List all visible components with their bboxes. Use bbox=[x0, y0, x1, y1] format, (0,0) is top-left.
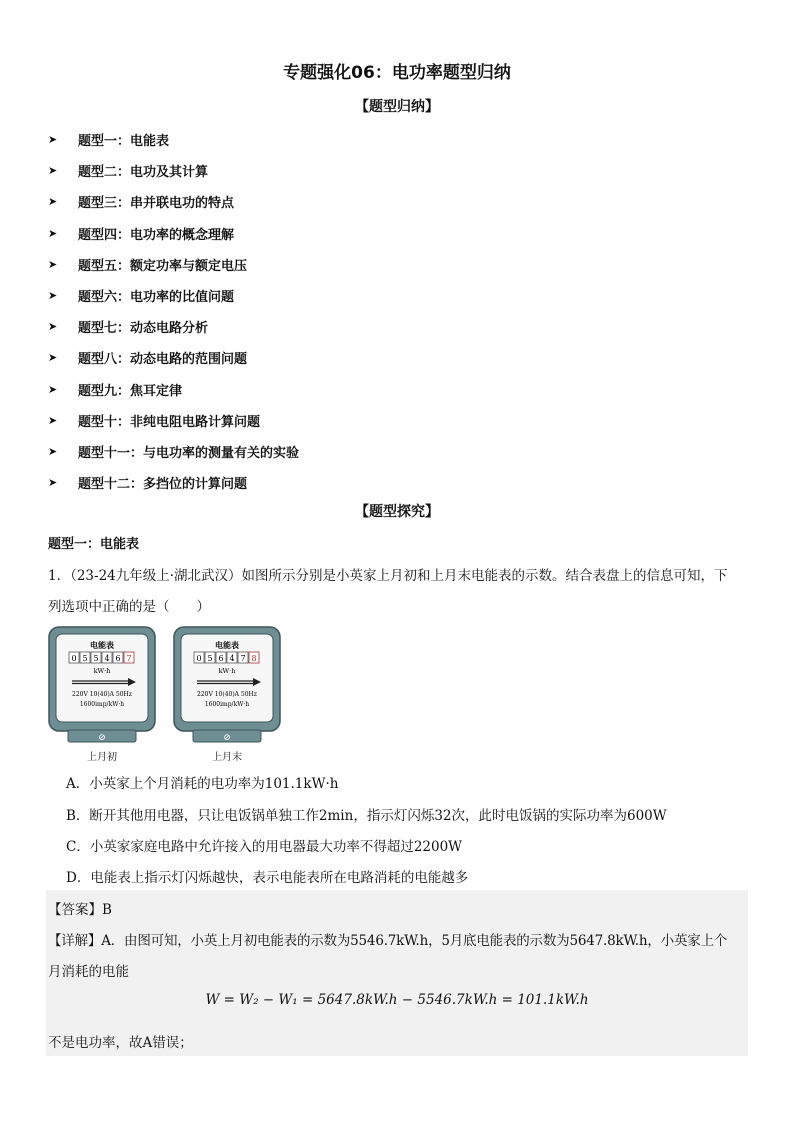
toc-item: ➤ 题型二：电功及其计算 bbox=[48, 164, 209, 181]
arrow-bullet-icon: ➤ bbox=[48, 320, 58, 334]
meter-digit: 6 bbox=[218, 654, 224, 663]
energy-meter-start bbox=[48, 626, 156, 744]
meter-digit: 7 bbox=[240, 654, 246, 663]
meter-spec-constant: 1600imp/kW·h bbox=[204, 701, 250, 708]
meter-spec-constant: 1600imp/kW·h bbox=[79, 701, 125, 708]
meter-digit: 0 bbox=[196, 654, 202, 663]
arrow-bullet-icon: ➤ bbox=[48, 164, 58, 178]
type-heading: 题型一：电能表 bbox=[48, 537, 140, 552]
meter-seal-icon: ⊘ bbox=[223, 733, 231, 743]
meter-spec-rating: 220V 10(40)A 50Hz bbox=[197, 691, 257, 698]
option-b: B．断开其他用电器，只让电饭锅单独工作2min，指示灯闪烁32次，此时电饭锅的实际功率为600W bbox=[66, 808, 667, 824]
meter-digit: 4 bbox=[229, 654, 235, 663]
answer-detail-3: 不是电功率，故A错误； bbox=[48, 1035, 193, 1051]
arrow-bullet-icon: ➤ bbox=[48, 444, 58, 458]
toc-item: ➤ 题型八：动态电路的范围问题 bbox=[48, 351, 248, 368]
meter-digit: 0 bbox=[71, 654, 77, 663]
arrow-bullet-icon: ➤ bbox=[48, 382, 58, 396]
option-a: A．小英家上个月消耗的电功率为101.1kW·h bbox=[66, 776, 339, 792]
meter-label: 电能表 bbox=[215, 641, 239, 650]
meter-caption-start: 上月初 bbox=[87, 752, 117, 763]
section-explore-heading: 【题型探究】 bbox=[355, 504, 439, 520]
arrow-bullet-icon: ➤ bbox=[48, 289, 58, 303]
toc-item: ➤ 题型六：电功率的比值问题 bbox=[48, 289, 235, 306]
toc-item: ➤ 题型一：电能表 bbox=[48, 133, 170, 150]
meter-digit-decimal: 8 bbox=[251, 654, 257, 663]
arrow-bullet-icon: ➤ bbox=[48, 226, 58, 240]
meter-caption-end: 上月末 bbox=[212, 752, 242, 763]
meter-label: 电能表 bbox=[90, 641, 114, 650]
meter-spec-rating: 220V 10(40)A 50Hz bbox=[72, 691, 132, 698]
arrow-bullet-icon: ➤ bbox=[48, 257, 58, 271]
question-text bbox=[48, 561, 748, 623]
meter-digit: 5 bbox=[93, 654, 99, 663]
arrow-bullet-icon: ➤ bbox=[48, 133, 58, 147]
meter-unit: kW·h bbox=[218, 667, 236, 675]
arrow-bullet-icon: ➤ bbox=[48, 195, 58, 209]
toc-item: ➤ 题型三：串并联电功的特点 bbox=[48, 195, 235, 212]
toc-item: ➤ 题型十二：多挡位的计算问题 bbox=[48, 476, 248, 493]
toc-item: ➤ 题型四：电功率的概念理解 bbox=[48, 226, 235, 243]
option-d: D．电能表上指示灯闪烁越快，表示电能表所在电路消耗的电能越多 bbox=[66, 870, 469, 886]
page-title: 专题强化06：电功率题型归纳 bbox=[283, 63, 511, 83]
meter-digit-decimal: 7 bbox=[126, 654, 132, 663]
toc-item: ➤ 题型七：动态电路分析 bbox=[48, 320, 209, 337]
meter-seal-icon: ⊘ bbox=[98, 733, 106, 743]
meter-digit: 6 bbox=[115, 654, 121, 663]
answer-detail-2: 月消耗的电能 bbox=[48, 964, 129, 980]
toc-item: ➤ 题型九：焦耳定律 bbox=[48, 382, 183, 399]
arrow-bullet-icon: ➤ bbox=[48, 413, 58, 427]
energy-meter-end bbox=[173, 626, 281, 744]
meter-digit: 5 bbox=[207, 654, 213, 663]
arrow-bullet-icon: ➤ bbox=[48, 476, 58, 490]
meter-digit: 4 bbox=[104, 654, 110, 663]
question-line-1: 1．（23-24九年级上·湖北武汉）如图所示分别是小英家上月初和上月末电能表的示数。结合表盘上的信息可知，下 bbox=[48, 568, 728, 584]
option-c: C．小英家家庭电路中允许接入的用电器最大功率不得超过2200W bbox=[66, 839, 463, 855]
meter-digit: 5 bbox=[82, 654, 88, 663]
arrow-bullet-icon: ➤ bbox=[48, 351, 58, 365]
toc-item: ➤ 题型十：非纯电阻电路计算问题 bbox=[48, 413, 261, 430]
toc-item: ➤ 题型十一：与电功率的测量有关的实验 bbox=[48, 444, 300, 461]
toc-list bbox=[48, 124, 299, 498]
answer-formula: W = W₂ − W₁ = 5647.8kW.h − 5546.7kW.h = 101.1kW.h bbox=[205, 992, 589, 1008]
question-line-2: 列选项中正确的是（ ） bbox=[48, 599, 210, 615]
toc-item: ➤ 题型五：额定功率与额定电压 bbox=[48, 257, 248, 274]
section-summary-heading: 【题型归纳】 bbox=[355, 99, 439, 115]
meter-unit: kW·h bbox=[93, 667, 111, 675]
answer-line: 【答案】B bbox=[48, 902, 112, 918]
answer-detail-1: 【详解】A．由图可知，小英上月初电能表的示数为5546.7kW.h，5月底电能表的示数为5647.8kW.h，小英家上个 bbox=[48, 933, 728, 949]
